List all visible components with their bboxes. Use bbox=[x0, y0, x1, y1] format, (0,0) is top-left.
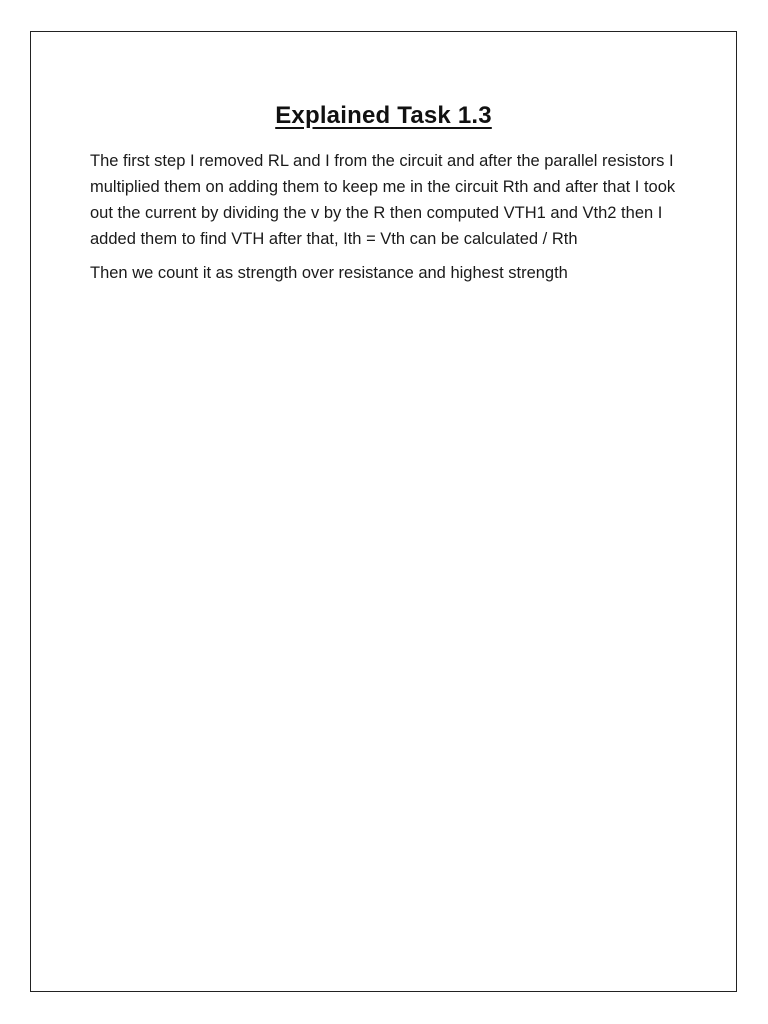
body-paragraph-2: Then we count it as strength over resistance and highest strength bbox=[90, 264, 568, 282]
document-title: Explained Task 1.3 bbox=[275, 102, 492, 129]
document-body bbox=[90, 148, 690, 294]
body-paragraph-1: The first step I removed RL and I from the circuit and after the parallel resistors I multiplied them on adding them to keep me in the circuit Rth and after that I took out the current by dividing the v by the R then computed VTH1 and Vth2 then I added them to find VTH after that, Ith = Vth can be calculated / Rth bbox=[90, 152, 676, 248]
document-page bbox=[30, 31, 737, 992]
